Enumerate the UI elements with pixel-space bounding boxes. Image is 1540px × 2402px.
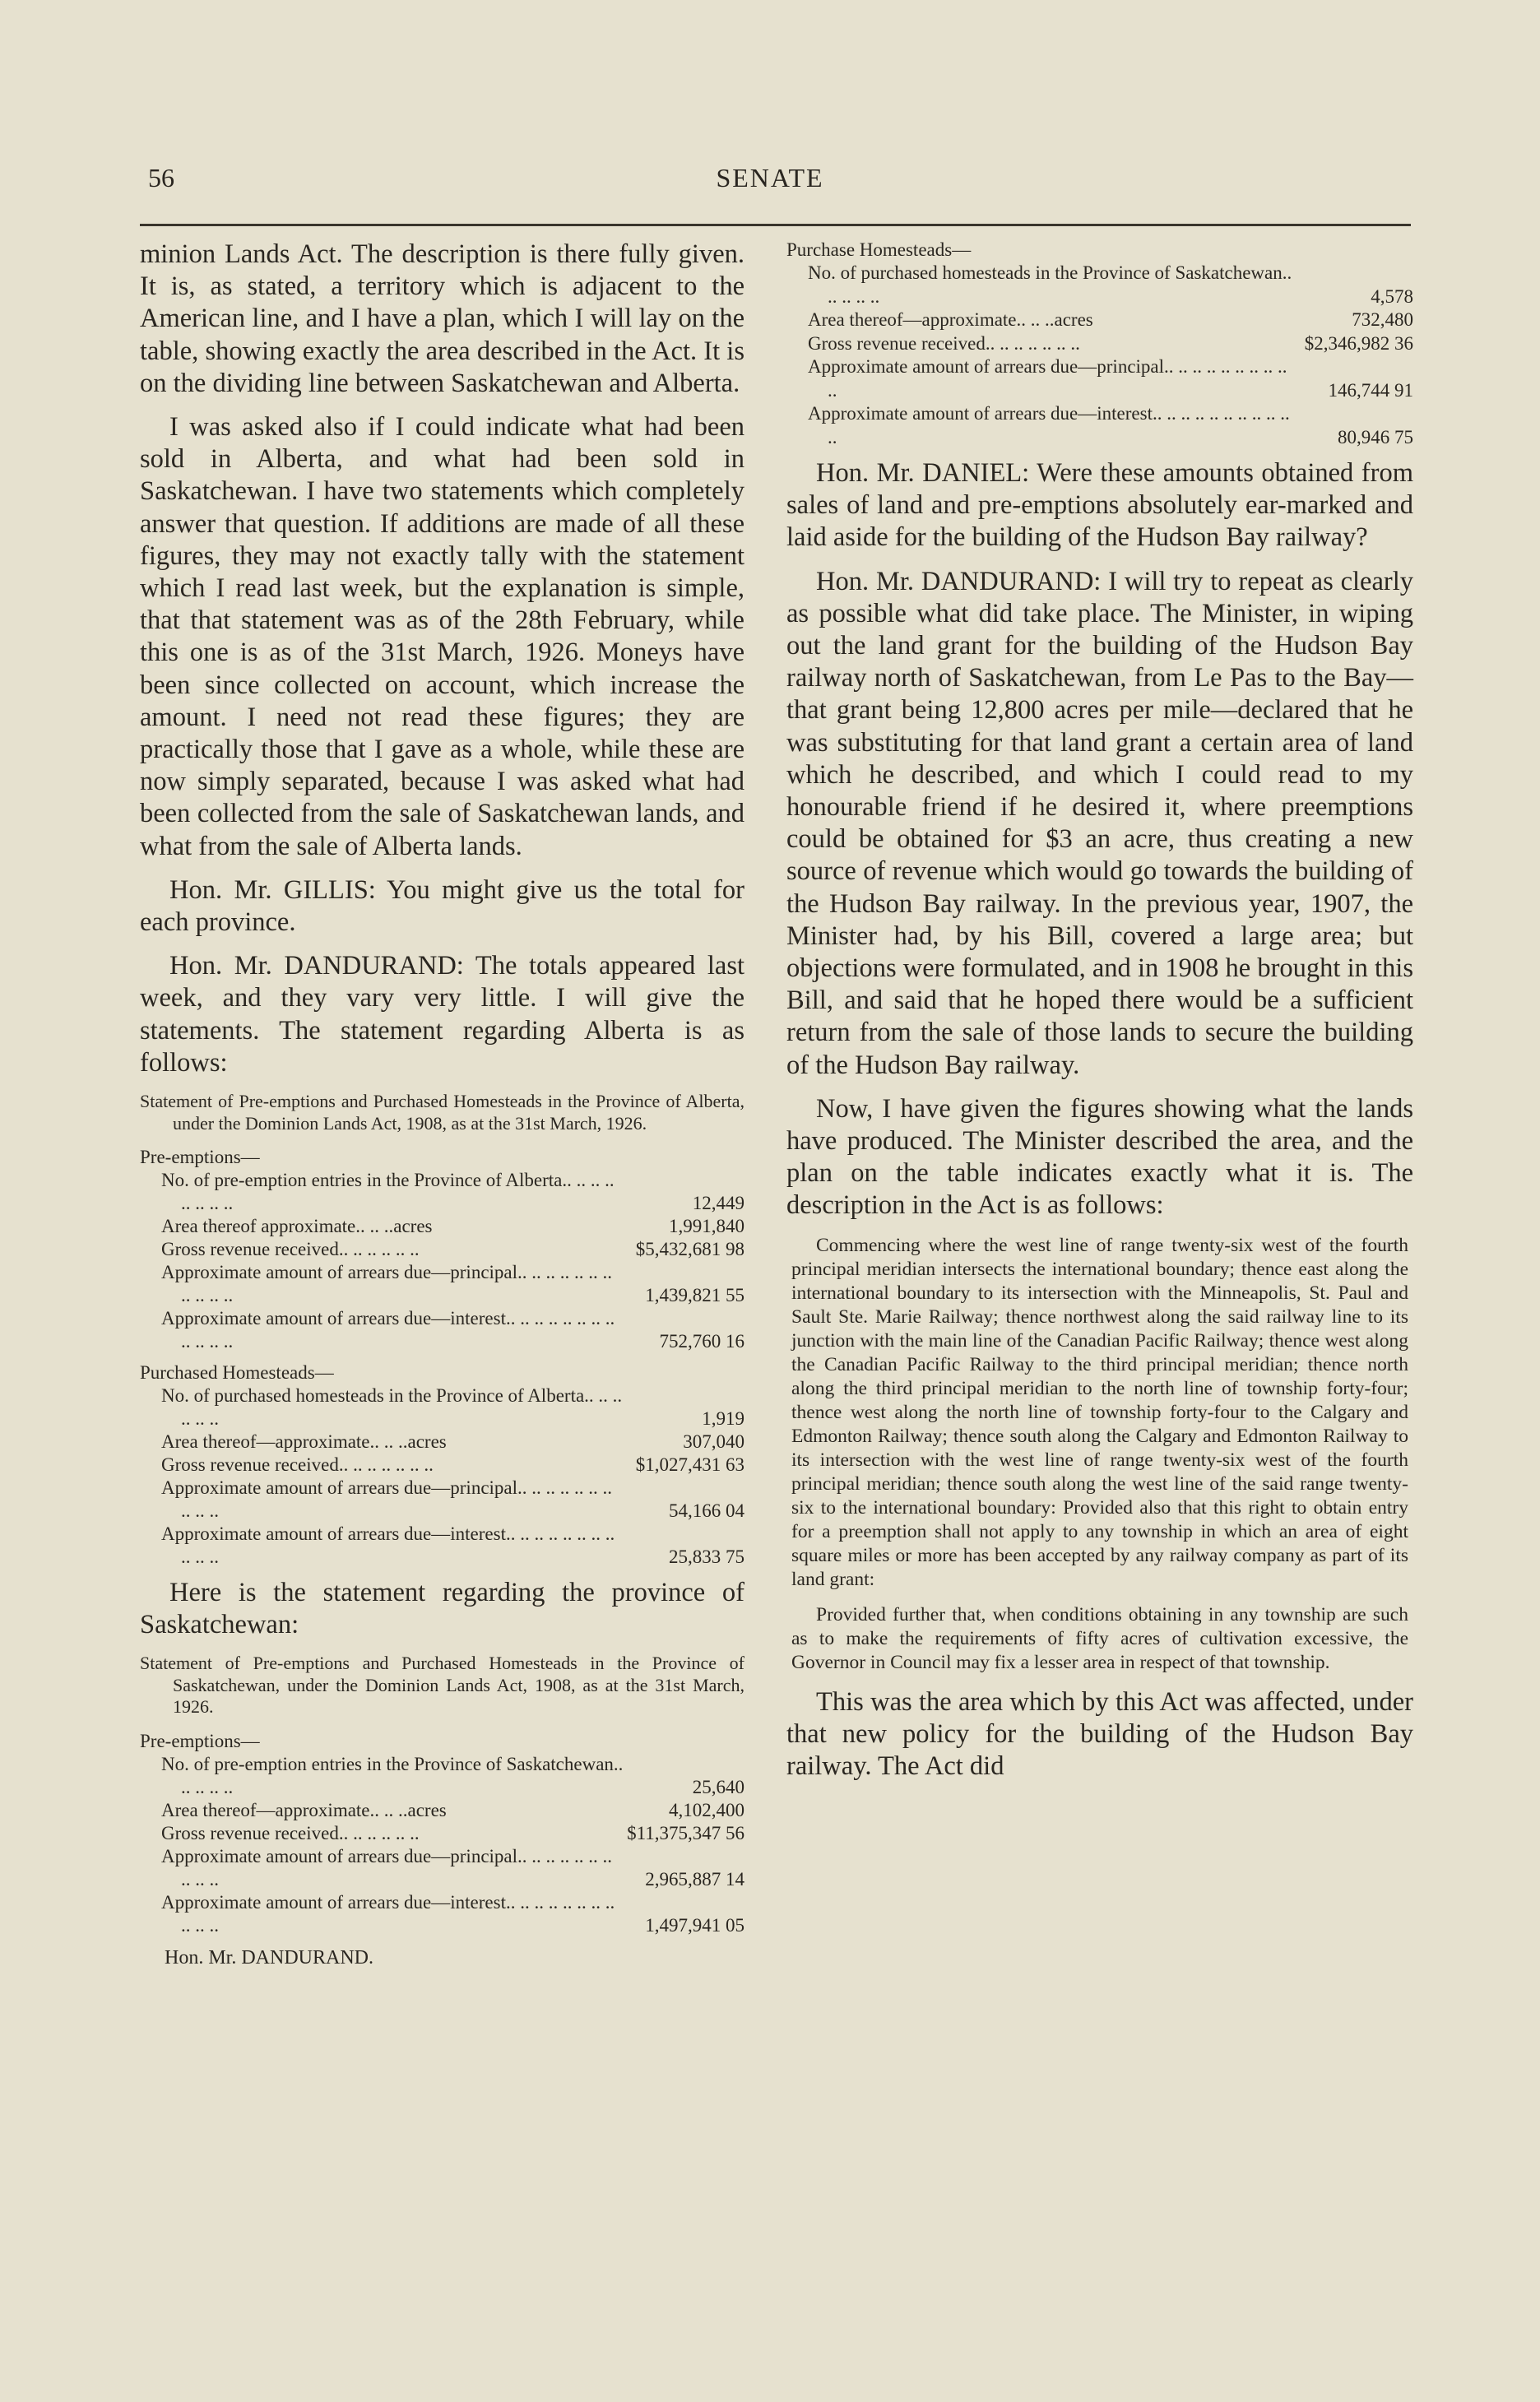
row-label: Approximate amount of arrears due—interest.. .. .. .. .. .. .. .. .. .. .. .. [161, 1308, 615, 1352]
right-column [786, 239, 1413, 1794]
row-value: 2,965,887 14 [645, 1868, 744, 1890]
table-row [786, 332, 1413, 356]
paragraph: Hon. Mr. DANDURAND: I will try to repeat as clearly as possible what did take place. The Minister, in wiping out the land grant for the building of the Hudson Bay railway north of Saskatchewan, from Le Pas to the Bay—that grant being 12,800 acres per mile—declared that he was substituting for that land grant a certain area of land which he described, and which I could read to my honourable friend if he desired it, where preemptions could be obtained for $3 an acre, thus creating a new source of revenue which would go towards the building of the Hudson Bay railway. In the previous year, 1907, the Minister had, by his Bill, covered a large area; but objections were formulated, and in 1908 he brought in this Bill, and said that he hoped there would be a sufficient return from the sale of those lands to secure the building of the Hudson Bay railway. [786, 566, 1413, 1080]
row-value: 25,833 75 [669, 1546, 744, 1568]
row-value: 25,640 [692, 1776, 744, 1797]
row-label: Gross revenue received.. .. .. .. .. .. [161, 1822, 420, 1843]
row-label: Approximate amount of arrears due—interest.. .. .. .. .. .. .. .. .. .. .. [161, 1523, 615, 1568]
paragraph: Here is the statement regarding the province of Saskatchewan: [140, 1578, 744, 1640]
paragraph: Hon. Mr. GILLIS: You might give us the total for each province. [140, 874, 744, 938]
saskatchewan-preemptions-table [140, 1730, 744, 1937]
alberta-statement-heading: Statement of Pre-emptions and Purchased Homesteads in the Province of Alberta, under the Dominion Lands Act, 1908, as at the 31st March, 1926. [140, 1091, 744, 1134]
table-row [140, 1454, 744, 1477]
saskatchewan-purchased-table [786, 239, 1413, 449]
section-title: Pre-emptions— [140, 1730, 260, 1751]
row-label: Area thereof—approximate.. .. ..acres [161, 1431, 447, 1453]
row-label: Approximate amount of arrears due—principal.. .. .. .. .. .. .. .. .. .. [161, 1845, 613, 1890]
alberta-purchased-table [140, 1361, 744, 1569]
row-label: No. of purchased homesteads in the Province of Saskatchewan.. .. .. .. .. [808, 262, 1292, 307]
quoted-proviso: Provided further that, when conditions obtaining in any township are such as to make the requirements of fifty acres of cultivation excessive, the Governor in Council may fix a lesser area in respect of that township. [791, 1603, 1408, 1673]
row-value: 307,040 [683, 1431, 744, 1453]
table-row [140, 1238, 744, 1261]
quoted-description: Commencing where the west line of range twenty-six west of the fourth principal meridian intersects the international boundary; thence east along the international boundary to its intersection with the Minneapolis, St. Paul and Sault Ste. Marie Railway; thence northwest along the said railway line to its junction with the main line of the Canadian Pacific Railway; thence west along the Canadian Pacific Railway to the third principal meridian; thence north along the third principal meridian to the north line of township forty-four; thence west along the north line of township forty-four to the Calgary and Edmonton Railway; thence south along the Calgary and Edmonton Railway to its intersection with the west line of range twenty-six west of the fourth principal meridian; thence south along the west line of the said range twenty-six to the international boundary: Provided also that this right to obtain entry for a preemption shall not apply to any township in which an area of eight square miles or more has been accepted by any railway company as part of its land grant: [791, 1234, 1408, 1590]
row-value: 752,760 16 [659, 1331, 744, 1352]
paragraph: This was the area which by this Act was affected, under that new policy for the building of the Hudson Bay railway. The Act did [786, 1686, 1413, 1782]
row-value: 54,166 04 [669, 1500, 744, 1522]
row-label: Gross revenue received.. .. .. .. .. .. .. [808, 332, 1080, 354]
section-title: Pre-emptions— [140, 1147, 260, 1168]
table-row [140, 1431, 744, 1454]
row-label: Gross revenue received.. .. .. .. .. .. [161, 1239, 420, 1260]
row-value: $5,432,681 98 [635, 1239, 744, 1260]
row-label: Approximate amount of arrears due—principal.. .. .. .. .. .. .. .. .. .. .. [161, 1262, 613, 1306]
table-row [140, 1799, 744, 1822]
table-row [140, 1384, 744, 1431]
table-row [786, 262, 1413, 308]
row-value: 4,102,400 [669, 1799, 744, 1820]
row-label: No. of purchased homesteads in the Province of Alberta.. .. .. .. .. .. [161, 1385, 623, 1430]
row-label: Approximate amount of arrears due—interest.. .. .. .. .. .. .. .. .. .. .. [161, 1891, 615, 1936]
table-row [140, 1261, 744, 1307]
row-label: No. of pre-emption entries in the Province of Saskatchewan.. .. .. .. .. [161, 1753, 624, 1797]
row-value: 80,946 75 [1338, 426, 1413, 447]
paragraph: minion Lands Act. The description is there fully given. It is, as stated, a territory which is adjacent to the American line, and I have a plan, which I will lay on the table, showing exactly the area described in the Act. It is on the dividing line between Saskatchewan and Alberta. [140, 239, 744, 398]
table-row [140, 1891, 744, 1937]
row-label: Area thereof—approximate.. .. ..acres [161, 1799, 447, 1820]
table-row [140, 1215, 744, 1238]
section-title: Purchase Homesteads— [786, 239, 972, 260]
left-column [140, 239, 744, 1970]
row-value: 146,744 91 [1328, 379, 1413, 401]
row-value: $2,346,982 36 [1304, 332, 1413, 354]
table-row [786, 402, 1413, 449]
paragraph: Hon. Mr. DANDURAND: The totals appeared last week, and they vary very little. I will give the statements. The statement regarding Alberta is as follows: [140, 951, 744, 1078]
row-value: 1,919 [702, 1408, 744, 1430]
saskatchewan-statement-heading: Statement of Pre-emptions and Purchased Homesteads in the Province of Saskatchewan, under the Dominion Lands Act, 1908, as at the 31st March, 1926. [140, 1653, 744, 1718]
table-row [140, 1523, 744, 1569]
row-value: $1,027,431 63 [635, 1454, 744, 1476]
row-label: Approximate amount of arrears due—principal.. .. .. .. .. .. .. .. .. .. [808, 356, 1287, 401]
row-value: 1,991,840 [669, 1216, 744, 1237]
row-label: Area thereof approximate.. .. ..acres [161, 1216, 433, 1237]
row-label: Gross revenue received.. .. .. .. .. .. .. [161, 1454, 434, 1476]
row-label: No. of pre-emption entries in the Province of Alberta.. .. .. .. .. .. .. .. [161, 1170, 615, 1214]
table-row [140, 1169, 744, 1215]
alberta-preemptions-table [140, 1146, 744, 1353]
row-label: Approximate amount of arrears due—interest.. .. .. .. .. .. .. .. .. .. .. [808, 403, 1290, 447]
row-value: 732,480 [1352, 309, 1413, 330]
table-row [140, 1753, 744, 1799]
page-title: SENATE [716, 163, 824, 192]
row-value: 1,497,941 05 [645, 1914, 744, 1936]
table-row [140, 1477, 744, 1523]
table-row [140, 1822, 744, 1845]
table-row [786, 355, 1413, 402]
table-row [140, 1845, 744, 1891]
row-label: Area thereof—approximate.. .. ..acres [808, 309, 1093, 330]
header-rule [140, 224, 1411, 226]
page-number: 56 [148, 163, 174, 192]
table-row [786, 308, 1413, 332]
section-title: Purchased Homesteads— [140, 1362, 334, 1384]
row-label: Approximate amount of arrears due—principal.. .. .. .. .. .. .. .. .. .. [161, 1477, 613, 1522]
paragraph: I was asked also if I could indicate what had been sold in Alberta, and what had been sold in Saskatchewan. I have two statements which completely answer that question. If additions are made of all these figures, they may not exactly tally with the statement which I read last week, but the explanation is simple, that that statement was as of the 28th February, while this one is as of the 31st March, 1926. Moneys have been since collected on account, which increase the amount. I need not read these figures; they are practically those that I gave as a whole, while these are now simply separated, because I was asked what had been collected from the sale of Saskatchewan lands, and what from the sale of Alberta lands. [140, 412, 744, 861]
row-value: $11,375,347 56 [627, 1822, 744, 1843]
row-value: 12,449 [692, 1193, 744, 1214]
paragraph: Hon. Mr. DANIEL: Were these amounts obtained from sales of land and pre-emptions absolutely ear-marked and laid aside for the building of the Hudson Bay railway? [786, 458, 1413, 553]
table-row [140, 1307, 744, 1353]
row-value: 4,578 [1371, 285, 1413, 307]
row-value: 1,439,821 55 [645, 1285, 744, 1306]
continued-speaker: Hon. Mr. DANDURAND. [165, 1946, 374, 1968]
paragraph: Now, I have given the figures showing what the lands have produced. The Minister described the area, and the plan on the table indicates exactly what it is. The description in the Act is as follows: [786, 1093, 1413, 1221]
